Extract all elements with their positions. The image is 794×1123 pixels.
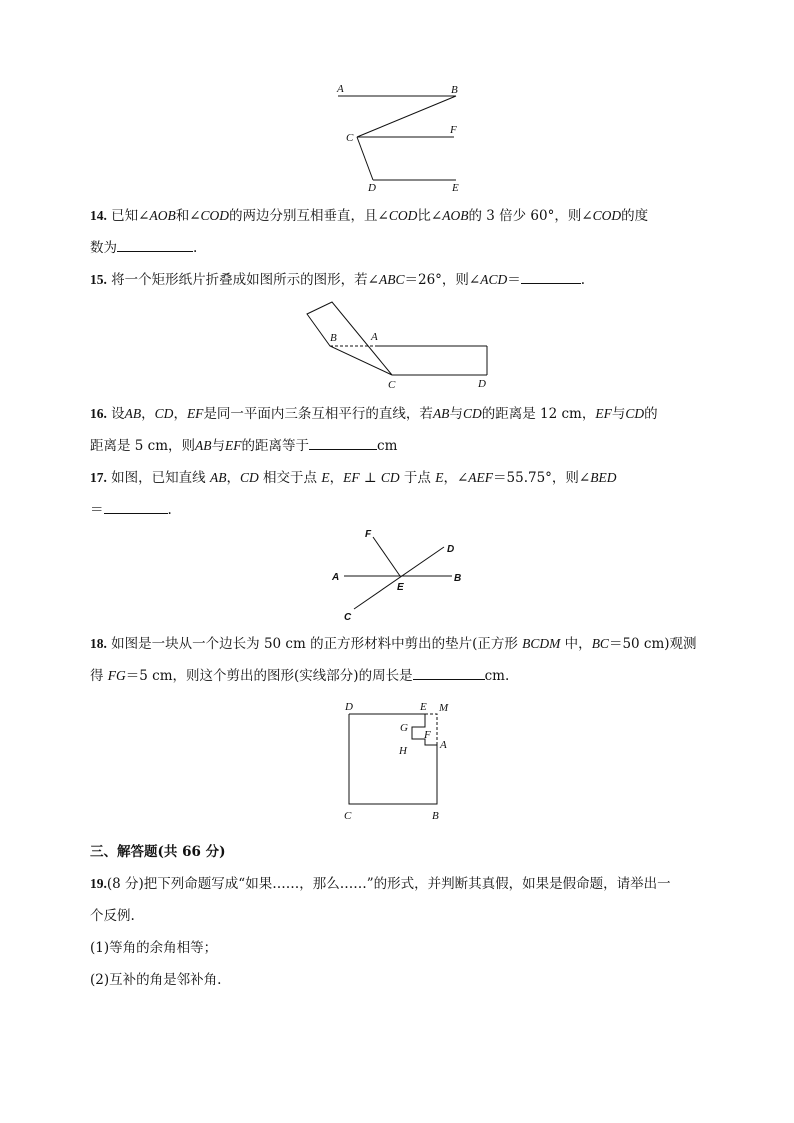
- label-A: A: [440, 739, 447, 751]
- question-number: 17.: [90, 470, 107, 485]
- label-C: C: [388, 379, 396, 391]
- label-B: B: [432, 810, 439, 822]
- answer-blank[interactable]: [521, 269, 581, 284]
- question-number: 16.: [90, 406, 107, 421]
- question-17: 17. 如图，已知直线 AB，CD 相交于点 E，EF ⊥ CD 于点 E，∠AEF＝55.75°，则∠BED ＝ .: [90, 470, 617, 518]
- figure-intersecting-lines: [326, 524, 468, 624]
- figure-cut-square: [336, 698, 466, 826]
- label-E: E: [420, 701, 427, 713]
- label-B: B: [454, 573, 462, 584]
- question-15: 15. 将一个矩形纸片折叠成如图所示的图形，若∠ABC＝26°，则∠ACD＝ .: [90, 264, 706, 296]
- section-heading: 三、解答题(共 66 分): [90, 844, 226, 860]
- label-E: E: [452, 182, 459, 194]
- label-B: B: [330, 332, 337, 344]
- label-F: F: [365, 529, 372, 540]
- label-C: C: [344, 810, 352, 822]
- answer-blank[interactable]: [413, 665, 485, 680]
- question-number: 19.: [90, 876, 107, 891]
- question-number: 18.: [90, 636, 107, 651]
- label-G: G: [400, 722, 408, 734]
- figure-folded-rectangle: [300, 298, 500, 393]
- label-F: F: [424, 729, 431, 741]
- question-18: 18. 如图是一块从一个边长为 50 cm 的正方形材料中剪出的垫片(正方形 BCDM 中，BC＝50 cm)观测 得 FG＝5 cm，则这个剪出的图形(实线部分)的周长是 cm.: [90, 636, 697, 684]
- answer-blank[interactable]: [117, 237, 193, 252]
- sub-question-2: (2)互补的角是邻补角.: [90, 972, 222, 988]
- label-A: A: [337, 83, 344, 95]
- label-M: M: [439, 702, 449, 714]
- question-number: 14.: [90, 208, 107, 223]
- label-F: F: [450, 124, 457, 136]
- question-19: 19.(8 分)把下列命题写成“如果……，那么……”的形式，并判断其真假，如果是假命题，请举出一 个反例. (1)等角的余角相等； (2)互补的角是邻补角.: [90, 876, 671, 988]
- label-C: C: [346, 132, 354, 144]
- label-B: B: [451, 84, 458, 96]
- label-C: C: [344, 612, 352, 623]
- label-D: D: [478, 378, 486, 390]
- sub-question-1: (1)等角的余角相等；: [90, 940, 218, 956]
- label-D: D: [447, 544, 455, 555]
- label-A: A: [332, 572, 340, 583]
- answer-blank[interactable]: [309, 435, 377, 450]
- label-A: A: [371, 331, 378, 343]
- label-E: E: [397, 582, 404, 593]
- label-H: H: [399, 745, 407, 757]
- question-16: 16. 设AB，CD，EF是同一平面内三条互相平行的直线，若AB与CD的距离是 12 cm，EF与CD的 距离是 5 cm，则AB与EF的距离等于 cm: [90, 406, 658, 454]
- question-number: 15.: [90, 272, 107, 287]
- label-D: D: [368, 182, 376, 194]
- answer-blank[interactable]: [104, 499, 168, 514]
- question-14: 14. 已知∠AOB和∠COD的两边分别互相垂直，且∠COD比∠AOB的 3 倍少 60°，则∠COD的度 数为 .: [90, 208, 649, 256]
- figure-parallel-lines: [330, 80, 470, 195]
- label-D: D: [345, 701, 353, 713]
